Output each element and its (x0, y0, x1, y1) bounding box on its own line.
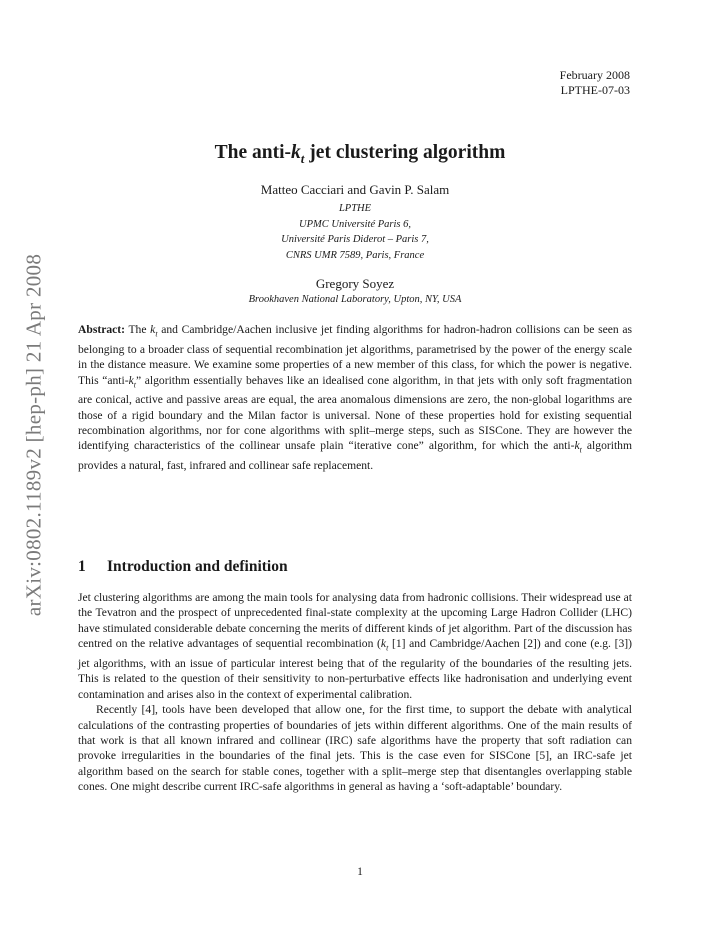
section-body (78, 590, 632, 795)
math-sub: t (579, 445, 582, 455)
math-k: k (574, 439, 580, 453)
affiliation-line: CNRS UMR 7589, Paris, France (285, 249, 425, 261)
paragraph-text: Jet clustering algorithms are among the main tools for analysing data from hadronic collisions. Their widespread use at the Tevatron and the prospect of unprecedented final-state complexity at the upcoming Large Hadron Collider (LHC) have stimulated considerable debate concerning the merits of different kinds of jet algorithm. Part of the discussion has centred on the relative advantages of sequential recombination ( (78, 591, 632, 651)
affiliation-line: Université Paris Diderot – Paris 7, (281, 234, 429, 246)
report-number: LPTHE-07-03 (560, 83, 630, 97)
title-sub: t (300, 150, 305, 166)
abstract-label: Abstract: (78, 323, 126, 336)
affiliation-line: UPMC Université Paris 6, (299, 218, 411, 230)
arxiv-stamp: arXiv:0802.1189v2 [hep-ph] 21 Apr 2008 (21, 253, 46, 617)
abstract-text: The (125, 323, 151, 336)
authors-group-1: Matteo Cacciari and Gavin P. Salam (260, 182, 450, 197)
affiliation-group-2: Brookhaven National Laboratory, Upton, NY, USA (248, 294, 462, 305)
authors-group-2: Gregory Soyez (315, 276, 395, 291)
section-title: Introduction and definition (107, 558, 288, 575)
abstract (78, 322, 632, 474)
paragraph-text: [1] and Cambridge/Aachen [2]) and cone (e.g. [3]) jet algorithms, with an issue of particular interest being that of the regularity of the boundaries of the resulting jets. This is related to the question of their sensitivity to non-perturbative effects like hadronisation and underlying event contamination and arises also in the context of experimental calibration. (78, 637, 632, 701)
math-sub: t (386, 643, 389, 653)
math-sub: t (133, 379, 136, 389)
math-sub: t (155, 329, 158, 339)
math-k: k (380, 637, 387, 651)
page-number: 1 (357, 866, 363, 878)
affiliation-group-1 (78, 201, 632, 263)
paper-title (0, 142, 720, 167)
affiliation-line: LPTHE (338, 203, 372, 214)
date: February 2008 (559, 68, 630, 82)
title-k: k (291, 142, 301, 163)
section-number: 1 (78, 558, 86, 575)
paragraph: Recently [4], tools have been developed that allow one, for the first time, to support the debate with analytical calculations of the contrasting properties of boundaries of jets within different algorithms. One of the main results of that work is that all known infrared and collinear (IRC) safe algorithms have the property that soft radiation can provoke irregularities in the boundaries of the final jets. This is the case even for SISCone [5], an IRC-safe jet algorithm based on the search for stable cones, together with a split–merge step that disentangles overlapping stable cones. One might describe current IRC-safe algorithms in general as having a ‘soft-adaptable’ boundary. (78, 703, 632, 794)
title-suffix: jet clustering algorithm (304, 142, 506, 163)
paragraph (78, 590, 632, 702)
header-info (560, 68, 630, 98)
abstract-text: and Cambridge/Aachen inclusive jet finding algorithms for hadron-hadron collisions can be seen as belonging to a broader class of sequential recombination jet algorithms, parametrised by the power of the energy scale in the distance measure. We examine some properties of a new member of this class, for which the power is negative. This “anti- (78, 323, 632, 387)
title-prefix: The anti- (214, 142, 292, 163)
math-k: k (150, 323, 156, 336)
abstract-text: ” algorithm essentially behaves like an idealised cone algorithm, in that jets with only soft fragmentation are conical, active and passive areas are equal, the area anomalous dimensions are zero, the non-global logarithms are those of a rigid boundary and the Milan factor is universal. None of these properties hold for existing sequential recombination algorithms, nor for cone algorithms with split–merge steps, such as SISCone. They are however the identifying characteristics of the collinear unsafe plain “iterative cone” algorithm, for which the anti- (78, 373, 632, 453)
section-heading (78, 558, 288, 576)
math-k: k (128, 373, 134, 387)
abstract-text: algorithm provides a natural, fast, infrared and collinear safe replacement. (78, 439, 632, 473)
